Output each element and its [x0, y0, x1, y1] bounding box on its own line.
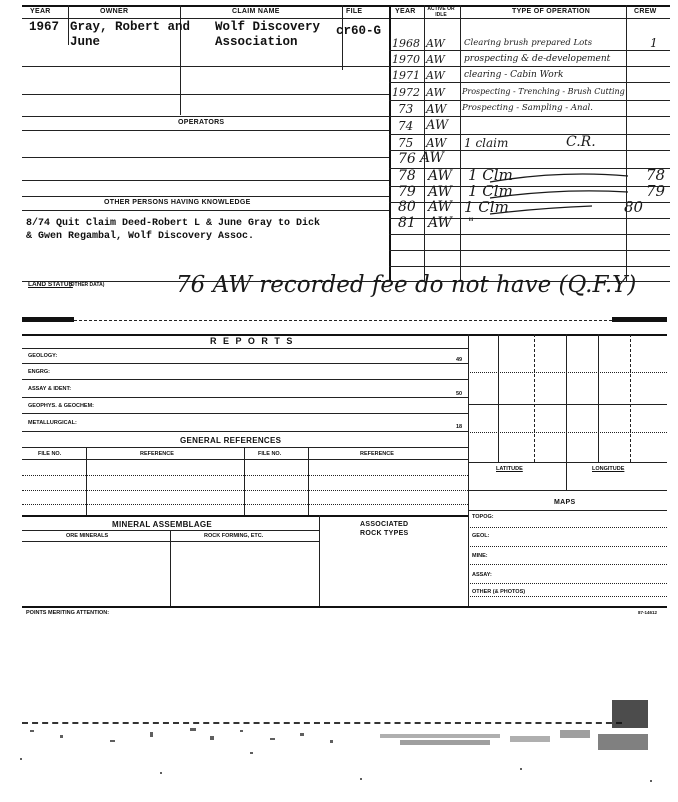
divider — [22, 606, 667, 608]
divider — [389, 100, 670, 101]
rock-forming-header: ROCK FORMING, ETC. — [204, 533, 264, 539]
maps-topog: TOPOG: — [472, 514, 494, 520]
file-number: cr60-G — [336, 24, 382, 38]
owner-line-1: Gray, Robert and — [70, 20, 191, 34]
divider — [389, 134, 670, 135]
op-type-3: clearing - Cabin Work — [464, 70, 564, 80]
divider — [498, 334, 499, 462]
divider — [22, 397, 468, 398]
ore-minerals-header: ORE MINERALS — [66, 533, 109, 539]
op-year-3: 1971 — [392, 69, 420, 82]
op-status-1: AW — [426, 37, 445, 50]
divider — [22, 130, 389, 131]
divider — [534, 334, 535, 462]
record-year: 1967 — [29, 20, 60, 34]
divider — [468, 490, 667, 491]
divider — [468, 546, 667, 547]
divider — [22, 413, 468, 414]
divider — [74, 320, 612, 321]
land-status-label: LAND STATUS — [28, 281, 73, 288]
op-year-11: 80 — [398, 199, 416, 215]
divider — [22, 475, 468, 476]
report-engrg: ENGRG: — [28, 369, 50, 375]
report-metallurgical: METALLURGICAL: — [28, 420, 77, 426]
claim-line-2: Association — [215, 35, 298, 49]
col-active-header: ACTIVE OR IDLE — [427, 6, 455, 18]
report-geology: GEOLOGY: — [28, 353, 58, 359]
op-status-11: AW — [428, 199, 452, 215]
op-type-4: Prospecting - Trenching - Brush Cutting — [462, 87, 625, 96]
divider — [22, 515, 468, 517]
col-owner-header: OWNER — [100, 8, 129, 15]
op-crew-9: 78 — [646, 166, 666, 184]
divider — [598, 334, 599, 462]
divider — [626, 5, 627, 281]
maps-geol: GEOL: — [472, 533, 490, 539]
divider — [170, 530, 171, 606]
op-crew-11: 80 — [624, 198, 644, 216]
col-type-header: TYPE OF OPERATION — [512, 8, 591, 15]
divider — [22, 180, 389, 181]
col-file-header: FILE — [346, 8, 363, 15]
op-status-9: AW — [428, 168, 452, 184]
divider — [468, 462, 667, 463]
op-note-7: C.R. — [566, 134, 596, 150]
divider — [468, 583, 667, 584]
op-status-7: AW — [426, 136, 447, 150]
report-metallurgical-num: 18 — [456, 424, 463, 430]
gr-col-reference-1: REFERENCE — [140, 451, 174, 457]
op-status-12: AW — [428, 215, 452, 231]
report-geophys: GEOPHYS. & GEOCHEM: — [28, 403, 95, 409]
op-status-3: AW — [426, 69, 445, 82]
divider — [389, 116, 670, 117]
general-references-title: GENERAL REFERENCES — [180, 436, 282, 445]
divider — [22, 504, 468, 505]
reports-title: R E P O R T S — [210, 336, 295, 346]
divider — [389, 234, 670, 235]
op-type-12: " — [468, 216, 474, 231]
op-crew-10: 79 — [646, 182, 666, 200]
op-year-10: 79 — [398, 184, 416, 200]
op-year-12: 81 — [398, 215, 416, 231]
divider — [22, 431, 468, 432]
op-type-1: Clearing brush prepared Lots — [464, 38, 593, 48]
op-year-7: 75 — [398, 136, 414, 150]
associated-label: ASSOCIATED — [360, 521, 409, 528]
divider — [22, 66, 389, 67]
op-year-2: 1970 — [392, 53, 420, 66]
divider — [389, 266, 670, 267]
divider — [389, 82, 670, 83]
col-crew-header: CREW — [634, 8, 657, 15]
col-claim-name-header: CLAIM NAME — [232, 8, 280, 15]
form-number: 87-14612 — [638, 610, 658, 615]
divider — [460, 5, 461, 281]
op-type-5: Prospecting - Sampling - Anal. — [462, 103, 593, 113]
land-status-sublabel: (OTHER DATA) — [69, 282, 105, 288]
divider — [22, 196, 389, 197]
divider — [22, 116, 389, 117]
other-persons-title: OTHER PERSONS HAVING KNOWLEDGE — [104, 199, 251, 206]
divider — [468, 510, 667, 511]
op-year-9: 78 — [398, 168, 416, 184]
maps-title: MAPS — [554, 499, 576, 506]
divider — [566, 334, 567, 490]
gr-col-file-no-1: FILE NO. — [38, 451, 62, 457]
scan-bar-right — [612, 317, 667, 322]
points-meriting-label: POINTS MERITING ATTENTION: — [26, 610, 110, 616]
other-persons-line-2: & Gwen Regambal, Wolf Discovery Assoc. — [26, 231, 255, 242]
op-type-11: 1 Clm — [464, 198, 509, 216]
divider — [389, 250, 670, 251]
divider — [22, 490, 468, 491]
divider — [630, 334, 631, 462]
divider — [22, 379, 468, 380]
col-year2-header: YEAR — [395, 8, 416, 15]
divider — [468, 527, 667, 528]
latitude-label: LATITUDE — [496, 466, 523, 472]
handwriting-strokes — [460, 156, 670, 222]
top-border — [22, 5, 670, 7]
op-status-2: AW — [426, 53, 445, 66]
divider — [22, 157, 389, 158]
divider — [68, 5, 69, 45]
scan-noise — [0, 700, 678, 790]
divider — [468, 564, 667, 565]
op-year-5: 73 — [398, 102, 414, 116]
divider — [468, 404, 667, 405]
divider — [468, 334, 469, 606]
op-status-4: AW — [426, 86, 445, 99]
report-assay: ASSAY & IDENT: — [28, 386, 72, 392]
divider — [389, 66, 670, 67]
op-year-4: 1972 — [392, 86, 420, 99]
maps-mine: MINE: — [472, 553, 488, 559]
op-type-2: prospecting & de-developement — [464, 54, 611, 64]
other-persons-line-1: 8/74 Quit Claim Deed-Robert L & June Gray to Dick — [26, 218, 321, 229]
op-crew-1: 1 — [650, 36, 658, 50]
op-status-6: AW — [426, 118, 449, 133]
op-status-5: AW — [426, 102, 447, 116]
rock-types-label: ROCK TYPES — [360, 530, 409, 537]
op-type-9: 1 Clm — [468, 166, 513, 184]
claim-line-1: Wolf Discovery — [215, 20, 321, 34]
divider — [468, 432, 667, 433]
land-status-handwritten: 76 AW recorded fee do not have (Q.F.Y) — [176, 272, 637, 298]
op-year-1: 1968 — [392, 37, 420, 50]
divider — [22, 334, 667, 336]
divider — [468, 596, 667, 597]
divider — [319, 515, 320, 606]
op-year-8: 76 — [398, 151, 416, 167]
op-status-10: AW — [428, 184, 452, 200]
operators-title: OPERATORS — [178, 119, 225, 126]
divider — [468, 372, 667, 373]
report-assay-num: 50 — [456, 391, 463, 397]
divider — [22, 94, 389, 95]
gr-col-reference-2: REFERENCE — [360, 451, 394, 457]
divider — [22, 459, 468, 460]
divider — [22, 210, 389, 211]
divider — [22, 447, 468, 448]
scan-bar-left — [22, 317, 74, 322]
mineral-assemblage-title: MINERAL ASSEMBLAGE — [112, 520, 213, 529]
gr-col-file-no-2: FILE NO. — [258, 451, 282, 457]
divider — [424, 5, 425, 281]
op-status-8: AW — [420, 150, 444, 166]
header-rule — [22, 18, 670, 19]
op-type-10: 1 Clm — [468, 182, 513, 200]
divider — [389, 50, 670, 51]
op-type-7: 1 claim — [464, 136, 509, 150]
owner-line-2: June — [70, 35, 101, 49]
maps-assay: ASSAY: — [472, 572, 492, 578]
divider — [22, 363, 468, 364]
longitude-label: LONGITUDE — [592, 466, 625, 472]
report-geology-num: 49 — [456, 357, 463, 363]
divider — [389, 5, 391, 281]
divider — [22, 348, 468, 349]
maps-other: OTHER (& PHOTOS) — [472, 589, 526, 595]
op-year-6: 74 — [398, 119, 414, 133]
col-year-header: YEAR — [30, 8, 51, 15]
